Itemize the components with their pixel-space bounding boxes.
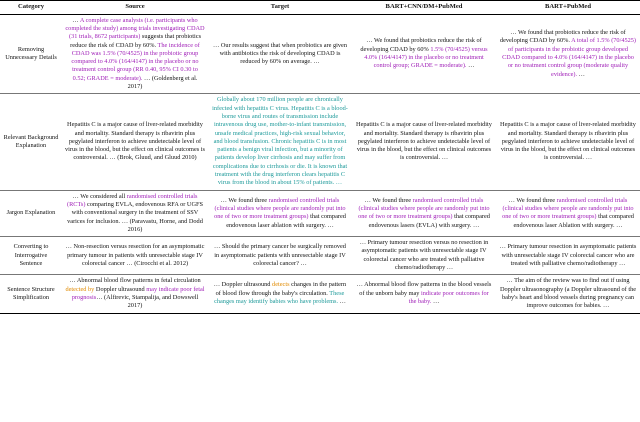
target-cell xyxy=(208,190,352,236)
text-segment: … Primary tumour resection in asymptomatic patients with unresectable stage IV colorectal cancer who are treated with palliative chemo/radiotherapy … xyxy=(499,243,637,267)
text-segment: … (Alfirevic, Stampalija, and Dowswell 2017) xyxy=(96,293,199,310)
text-segment: The incidence of CDAD was 1.5% (70/4525) in the probiotic group compared to 4.0% (164/4147) in the placebo or no treatment control group (RR 0.40, 95% CI 0.30 to 0.52; GRADE = moderate). xyxy=(71,41,200,82)
text-segment: Doppler ultrasound xyxy=(94,285,147,293)
text-segment: … xyxy=(338,298,346,306)
target-cell xyxy=(208,94,352,190)
text-segment: that compared endovenous laser Ablation with surgery. … xyxy=(513,213,634,229)
source-cell xyxy=(62,94,208,190)
text-segment: changes in the pattern of blood flow through the baby's circulation. xyxy=(215,281,347,297)
bart-pubmed-cell xyxy=(496,94,640,190)
target-cell xyxy=(208,237,352,275)
text-segment: … Should the primary cancer be surgically removed in asymptomatic patients with unresectable stage IV colorectal cancer? … xyxy=(214,243,346,267)
text-segment: … Our results suggest that when probiotics are given with antibiotics the risk of developing CDAD is reduced by 60% on average. … xyxy=(213,41,347,66)
text-segment: … We found three xyxy=(508,196,557,204)
table-row xyxy=(0,94,640,190)
text-segment: may indicate poor fetal prognosis xyxy=(71,285,205,301)
text-segment: randomised controlled trials (clinical studies where people are randomly put into one of two or more treatment groups) xyxy=(502,196,634,221)
source-cell xyxy=(62,275,208,313)
text-segment: … Abnormal blood flow patterns in the blood vessels of the unborn baby may xyxy=(356,281,492,297)
table-row xyxy=(0,237,640,275)
text-segment: … We considered all xyxy=(72,192,127,200)
table-row xyxy=(0,190,640,236)
target-cell xyxy=(208,275,352,313)
text-segment: … xyxy=(466,62,475,70)
text-segment: 1.5% (70/4525) versus 4.0% (164/4147) in the placebo or no treatment control group; GRADE = moderate). xyxy=(364,45,488,70)
table-row xyxy=(0,275,640,313)
table-row xyxy=(0,14,640,94)
text-segment: … Doppler ultrasound xyxy=(213,281,273,289)
text-segment: indicate poor outcomes for the baby. xyxy=(408,289,489,306)
category-cell: Converting to Interrogative Sentence xyxy=(0,237,62,275)
text-segment: … xyxy=(577,70,585,78)
bart-cnn-pubmed-cell xyxy=(352,94,496,190)
bart-pubmed-cell xyxy=(496,190,640,236)
text-segment: that compared endovenous laser ablation with surgery. … xyxy=(226,213,346,229)
bart-cnn-pubmed-cell xyxy=(352,237,496,275)
text-segment: Globally about 170 million people are chronically infected with hepatitis C virus. Hepatitis C is a blood-borne virus and routes of transmission include intravenous drug use, mother-to-infant transmission, unsafe medical practices, high-risk sexual behavior, and blood transfusion. Chronic hepatitis C is in most patients a benign viral infection, but a minority of patients develop liver cirrhosis and may suffer from complications due to cirrhosis or die. It is known that treatment with the drug interferon clears hepatitis C virus from the blood in about 15% of patients. … xyxy=(212,96,348,187)
text-segment: A complete case analysis (i.e. participants who completed the study) among trials investigating CDAD (31 trials, 8672 participants) xyxy=(65,16,205,41)
header-category: Category xyxy=(0,1,62,15)
header-bart-pubmed: BART+PubMed xyxy=(496,1,640,15)
category-cell: Jargon Explanation xyxy=(0,190,62,236)
text-segment: that compared endovenous lasers (EVLA) with surgery. … xyxy=(368,213,490,229)
text-segment: detects xyxy=(272,281,290,289)
text-segment: randomised controlled trials (clinical studies where people are randomly put into one of two or more treatment groups) xyxy=(214,196,346,221)
text-segment: … We found three xyxy=(220,196,269,204)
text-segment: … We found that probiotics reduce the risk of developing CDAD by 60%. xyxy=(499,29,626,45)
text-segment: Hepatitis C is a major cause of liver-related morbidity and mortality. Standard therapy is ribavirin plus pegylated interferon to achieve undetectable level of virus in the blood, but the effect on clinical outcomes is controversial. … xyxy=(500,121,636,162)
text-segment: suggests that probiotics reduce the risk of CDAD by 60%. xyxy=(70,33,202,49)
bart-pubmed-cell xyxy=(496,14,640,94)
text-segment: … We found three xyxy=(364,196,413,204)
text-segment: … (Goldenberg et al. 2017) xyxy=(127,74,198,91)
text-segment: These changes may identify babies who have problems. xyxy=(214,289,345,306)
source-cell xyxy=(62,237,208,275)
source-cell xyxy=(62,190,208,236)
category-cell: Relevant Background Explanation xyxy=(0,94,62,190)
text-segment: comparing EVLA, endovenous RFA or UGFS with conventional surgery in the treatment of SSV varices for inclusion. … (Paravastu, Horne, and Dodd 2016) xyxy=(67,200,204,233)
text-segment: … The aim of the review was to find out if using Doppler ultrasonography (a Doppler ultrasound of the baby's heart and blood vessels during pregnancy can improve outcomes for babies. … xyxy=(499,277,637,310)
target-cell xyxy=(208,14,352,94)
text-segment: … Primary tumour resection versus no resection in asymptomatic patients with unresectable stage IV colorectal cancer who are treated with palliative chemo/radiotherapy … xyxy=(359,239,489,272)
text-segment: … xyxy=(431,298,440,306)
bart-cnn-pubmed-cell xyxy=(352,14,496,94)
text-segment: Hepatitis C is a major cause of liver-related morbidity and mortality. Standard therapy is ribavirin plus pegylated interferon to achieve undetectable level of virus in the blood, but the effect on clinical outcomes is controversial. … xyxy=(356,121,492,162)
bart-cnn-pubmed-cell xyxy=(352,275,496,313)
category-cell: Sentence Structure Simplification xyxy=(0,275,62,313)
category-cell: Removing Unnecessary Details xyxy=(0,14,62,94)
text-segment: … Non-resection versus resection for an asymptomatic primary tumour in patients with unresectable stage IV colorectal cancer … (Cirocchi et al. 2012) xyxy=(65,243,205,267)
text-segment: A total of 1.5% (70/4525) of participants in the probiotic group developed CDAD compared to 4.0% (164/4147) in the placebo or no treatment control group (moderate quality evidence). xyxy=(502,37,637,78)
text-segment: randomised controlled trials (clinical studies where people are randomly put into one of two or more treatment groups) xyxy=(358,196,490,221)
text-segment: … We found that probiotics reduce the risk of developing CDAD by 60% xyxy=(360,37,482,53)
bart-cnn-pubmed-cell xyxy=(352,190,496,236)
header-row xyxy=(0,1,640,15)
bart-pubmed-cell xyxy=(496,237,640,275)
bart-pubmed-cell xyxy=(496,275,640,313)
text-segment: detected by xyxy=(65,285,95,293)
header-target: Target xyxy=(208,1,352,15)
header-bart-cnn-pubmed: BART+CNN/DM+PubMed xyxy=(352,1,496,15)
source-cell xyxy=(62,14,208,94)
text-segment: Hepatitis C is a major cause of liver-related morbidity and mortality. Standard therapy is ribavirin plus pegylated interferon to achieve undetectable level of virus in the blood, but the effect on clinical outcomes is controversial. … (Brok, Gluud, and Gluud 2010) xyxy=(65,121,205,162)
text-segment: randomised controlled trials (RCTs) xyxy=(66,192,198,208)
header-source: Source xyxy=(62,1,208,15)
text-segment: … xyxy=(72,16,80,24)
text-segment: … Abnormal blood flow patterns in fetal circulation xyxy=(69,277,201,285)
